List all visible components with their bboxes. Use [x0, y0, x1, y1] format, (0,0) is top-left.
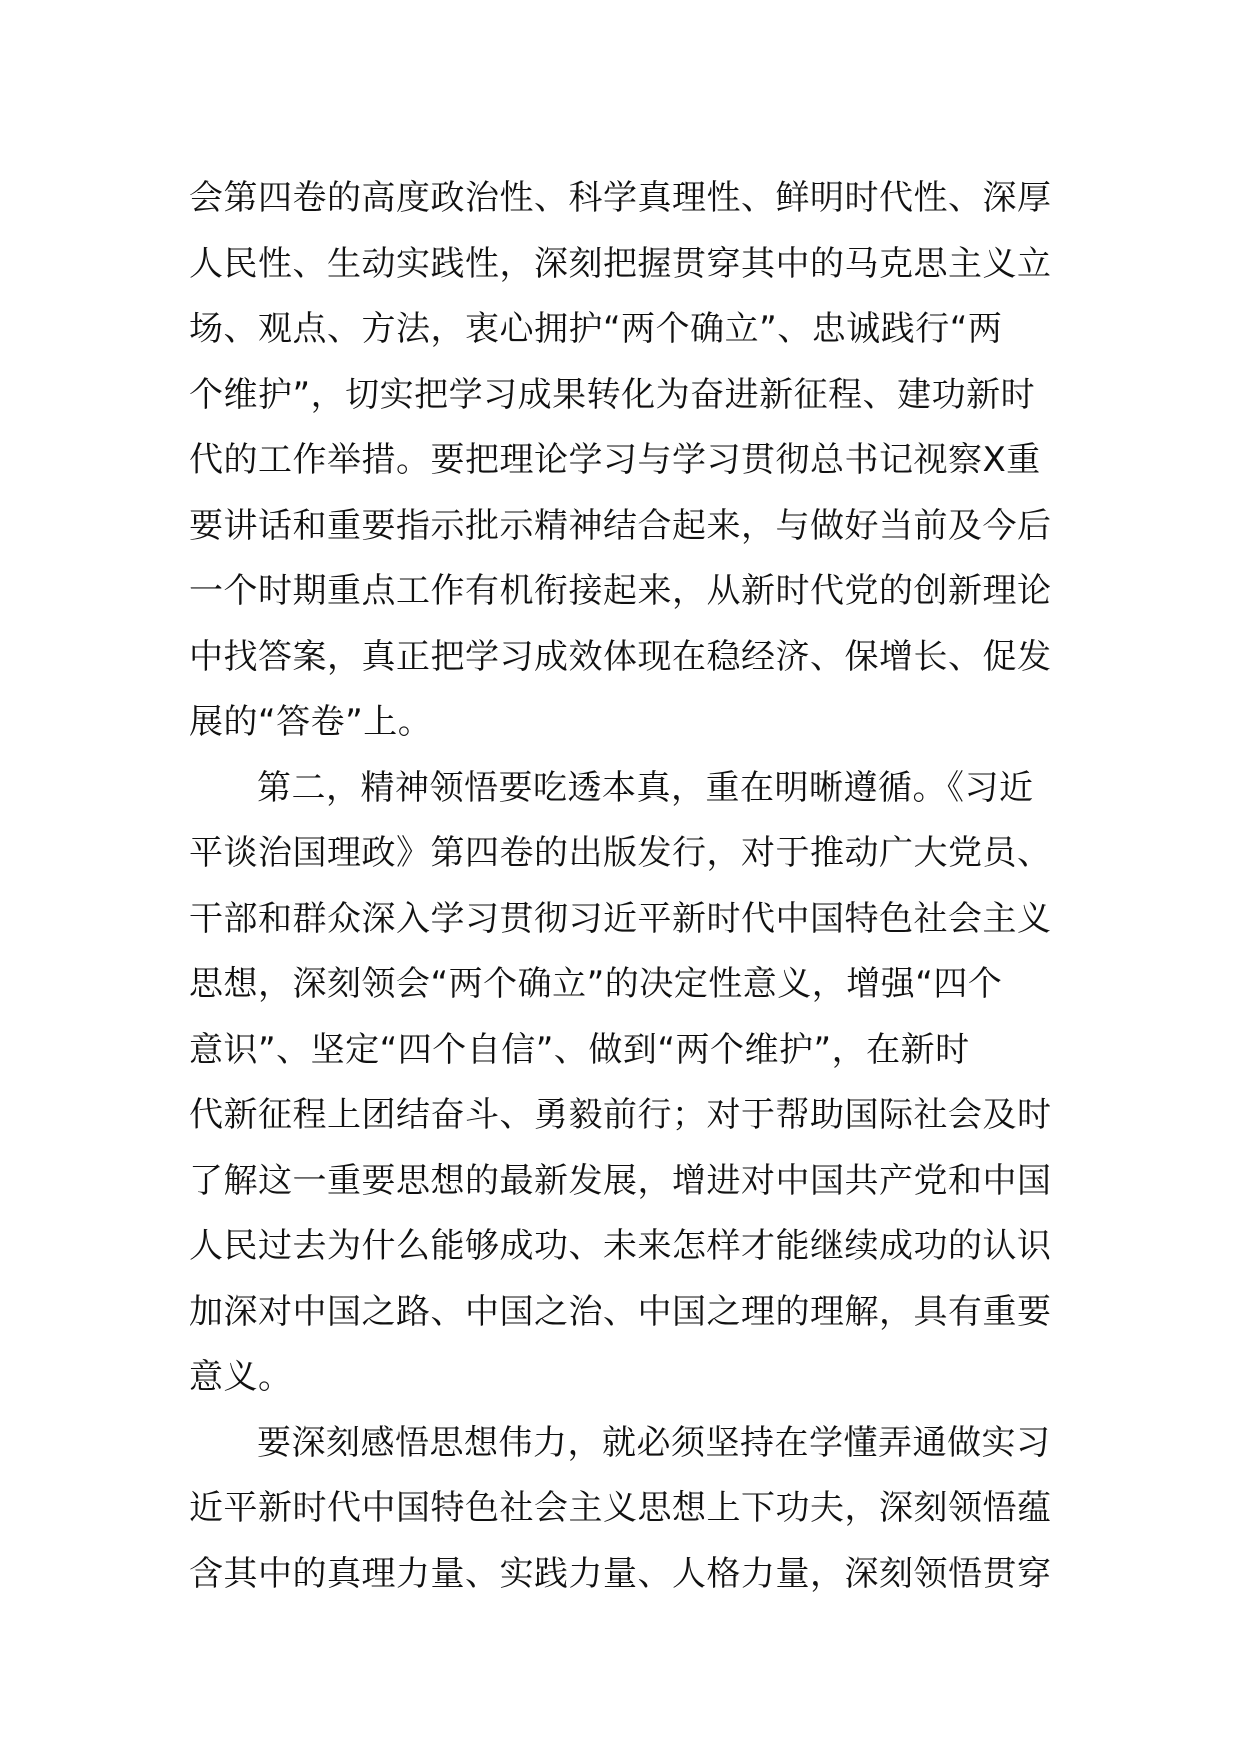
text-line: 加深对中国之路、中国之治、中国之理的理解，具有重要: [189, 1291, 1052, 1332]
text-line: 干部和群众深入学习贯彻习近平新时代中国特色社会主义: [189, 898, 1052, 939]
paragraph-2: [189, 756, 1089, 1411]
text-line: 个维护”，切实把学习成果转化为奋进新征程、建功新时: [189, 374, 1036, 415]
text-line: 了解这一重要思想的最新发展，增进对中国共产党和中国: [189, 1160, 1052, 1201]
text-line: 思想，深刻领会“两个确立”的决定性意义，增强“四个: [189, 964, 1003, 1004]
text-line: 一个时期重点工作有机衔接起来，从新时代党的创新理论: [189, 571, 1052, 611]
text-line: 第二，精神领悟要吃透本真，重在明晰遵循。《习近: [257, 767, 1034, 808]
text-line: 意义。: [189, 1357, 293, 1397]
text-line: 含其中的真理力量、实践力量、人格力量，深刻领悟贯穿: [189, 1553, 1052, 1594]
text-line: 人民过去为什么能够成功、未来怎样才能继续成功的认识: [189, 1226, 1052, 1266]
text-line: 展的“答卷”上。: [189, 702, 433, 742]
text-line: 代新征程上团结奋斗、勇毅前行；对于帮助国际社会及时: [189, 1095, 1052, 1135]
text-line: 场、观点、方法，衷心拥护“两个确立”、忠诚践行“两: [189, 309, 1003, 349]
text-line: 意识”、坚定“四个自信”、做到“两个维护”，在新时: [189, 1029, 970, 1070]
text-line: 要讲话和重要指示批示精神结合起来，与做好当前及今后: [189, 505, 1052, 546]
paragraph-1: [189, 166, 1089, 756]
paragraph-3: [189, 1411, 1089, 1608]
text-line: 会第四卷的高度政治性、科学真理性、鲜明时代性、深厚: [189, 178, 1052, 218]
text-line: 要深刻感悟思想伟力，就必须坚持在学懂弄通做实习: [257, 1422, 1051, 1463]
text-line: 代的工作举措。要把理论学习与学习贯彻总书记视察X重: [189, 440, 1041, 480]
text-line: 人民性、生动实践性，深刻把握贯穿其中的马克思主义立: [189, 243, 1052, 284]
text-line: 中找答案，真正把学习成效体现在稳经济、保增长、促发: [189, 636, 1052, 677]
body-text: [189, 166, 1089, 1607]
text-line: 近平新时代中国特色社会主义思想上下功夫，深刻领悟蕴: [189, 1488, 1052, 1528]
text-line: 平谈治国理政》第四卷的出版发行，对于推动广大党员、: [189, 833, 1052, 873]
